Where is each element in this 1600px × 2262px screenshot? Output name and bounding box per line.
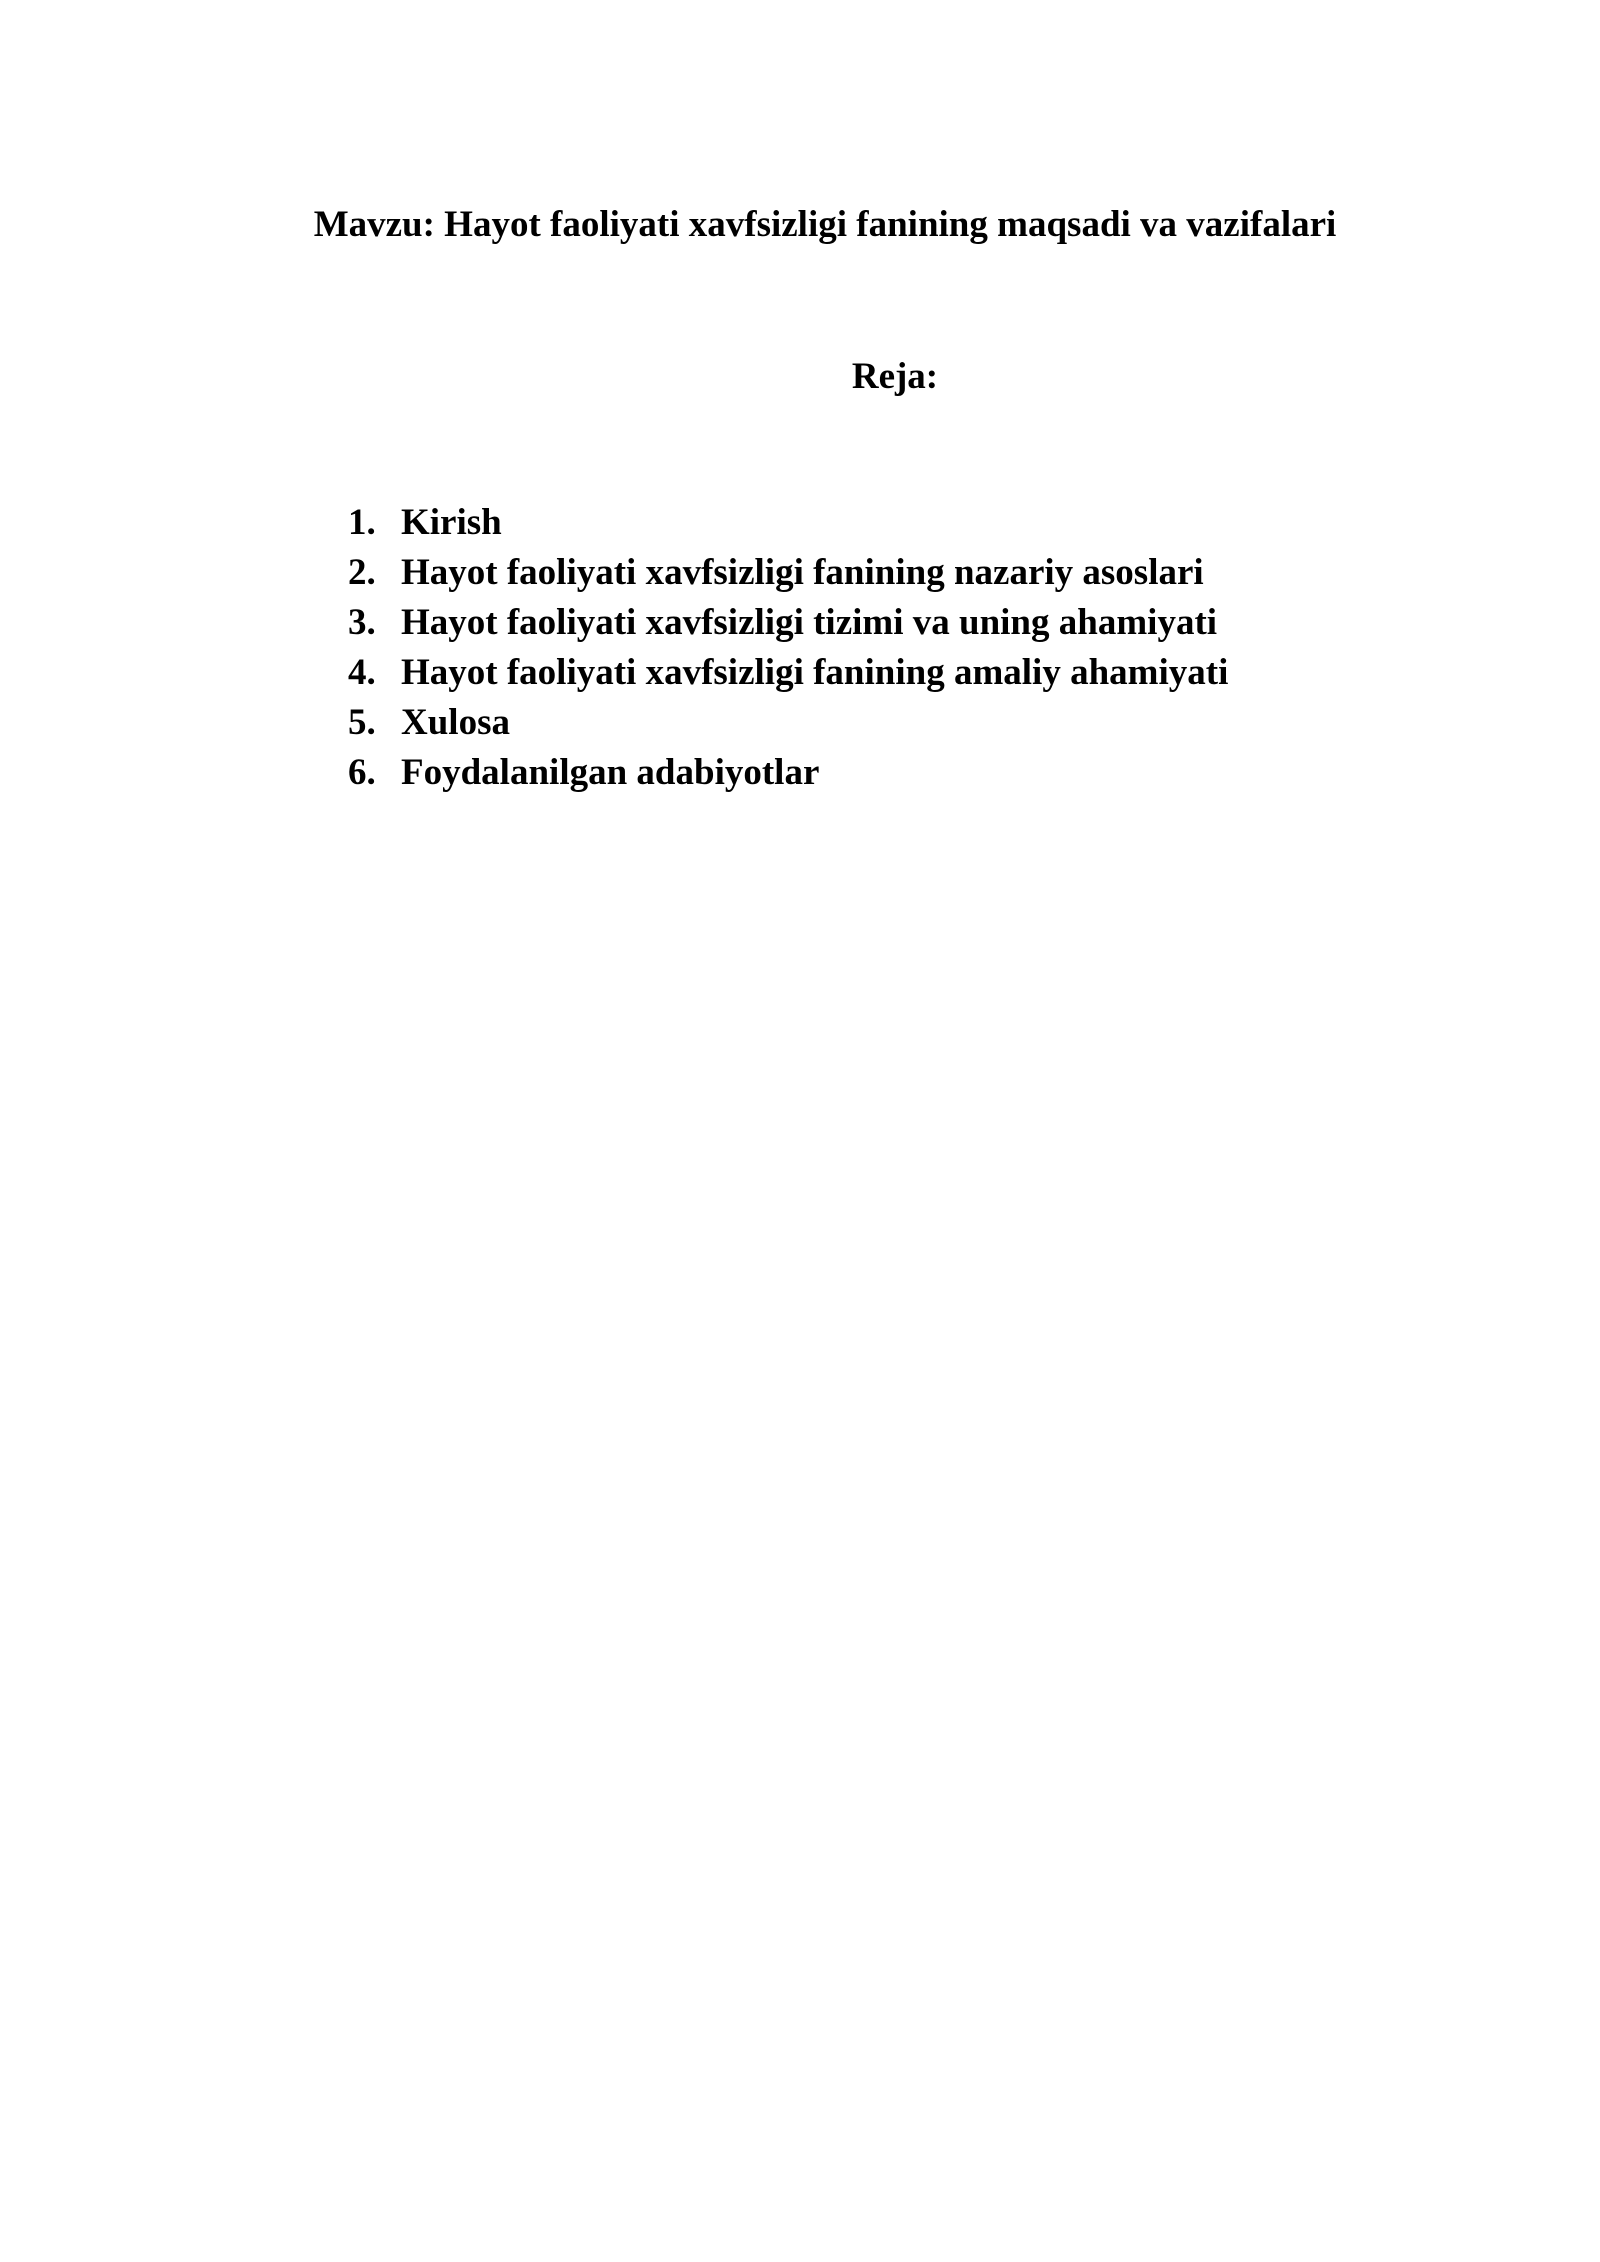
plan-item	[348, 698, 1228, 748]
plan-item-number: 2.	[348, 552, 376, 593]
plan-item-text: Hayot faoliyati xavfsizligi fanining amaliy ahamiyati	[401, 652, 1229, 693]
plan-item	[348, 598, 1228, 648]
plan-item-text: Hayot faoliyati xavfsizligi fanining nazariy asoslari	[401, 552, 1204, 593]
plan-item	[348, 748, 1228, 798]
plan-item-text: Hayot faoliyati xavfsizligi tizimi va uning ahamiyati	[401, 602, 1218, 643]
plan-item-number: 6.	[348, 752, 376, 793]
plan-item-text: Foydalanilgan adabiyotlar	[401, 752, 820, 793]
plan-item	[348, 648, 1228, 698]
plan-item	[348, 498, 1228, 548]
plan-item-number: 4.	[348, 652, 376, 693]
plan-item-text: Kirish	[401, 502, 502, 543]
plan-item-number: 5.	[348, 702, 376, 743]
plan-heading: Reja:	[851, 356, 939, 397]
plan-item-text: Xulosa	[401, 702, 510, 743]
document-title: Mavzu: Hayot faoliyati xavfsizligi fanining maqsadi va vazifalari	[313, 204, 1337, 245]
plan-item-number: 1.	[348, 502, 376, 543]
plan-item-number: 3.	[348, 602, 376, 643]
plan-item	[348, 548, 1228, 598]
plan-list	[348, 498, 1228, 798]
